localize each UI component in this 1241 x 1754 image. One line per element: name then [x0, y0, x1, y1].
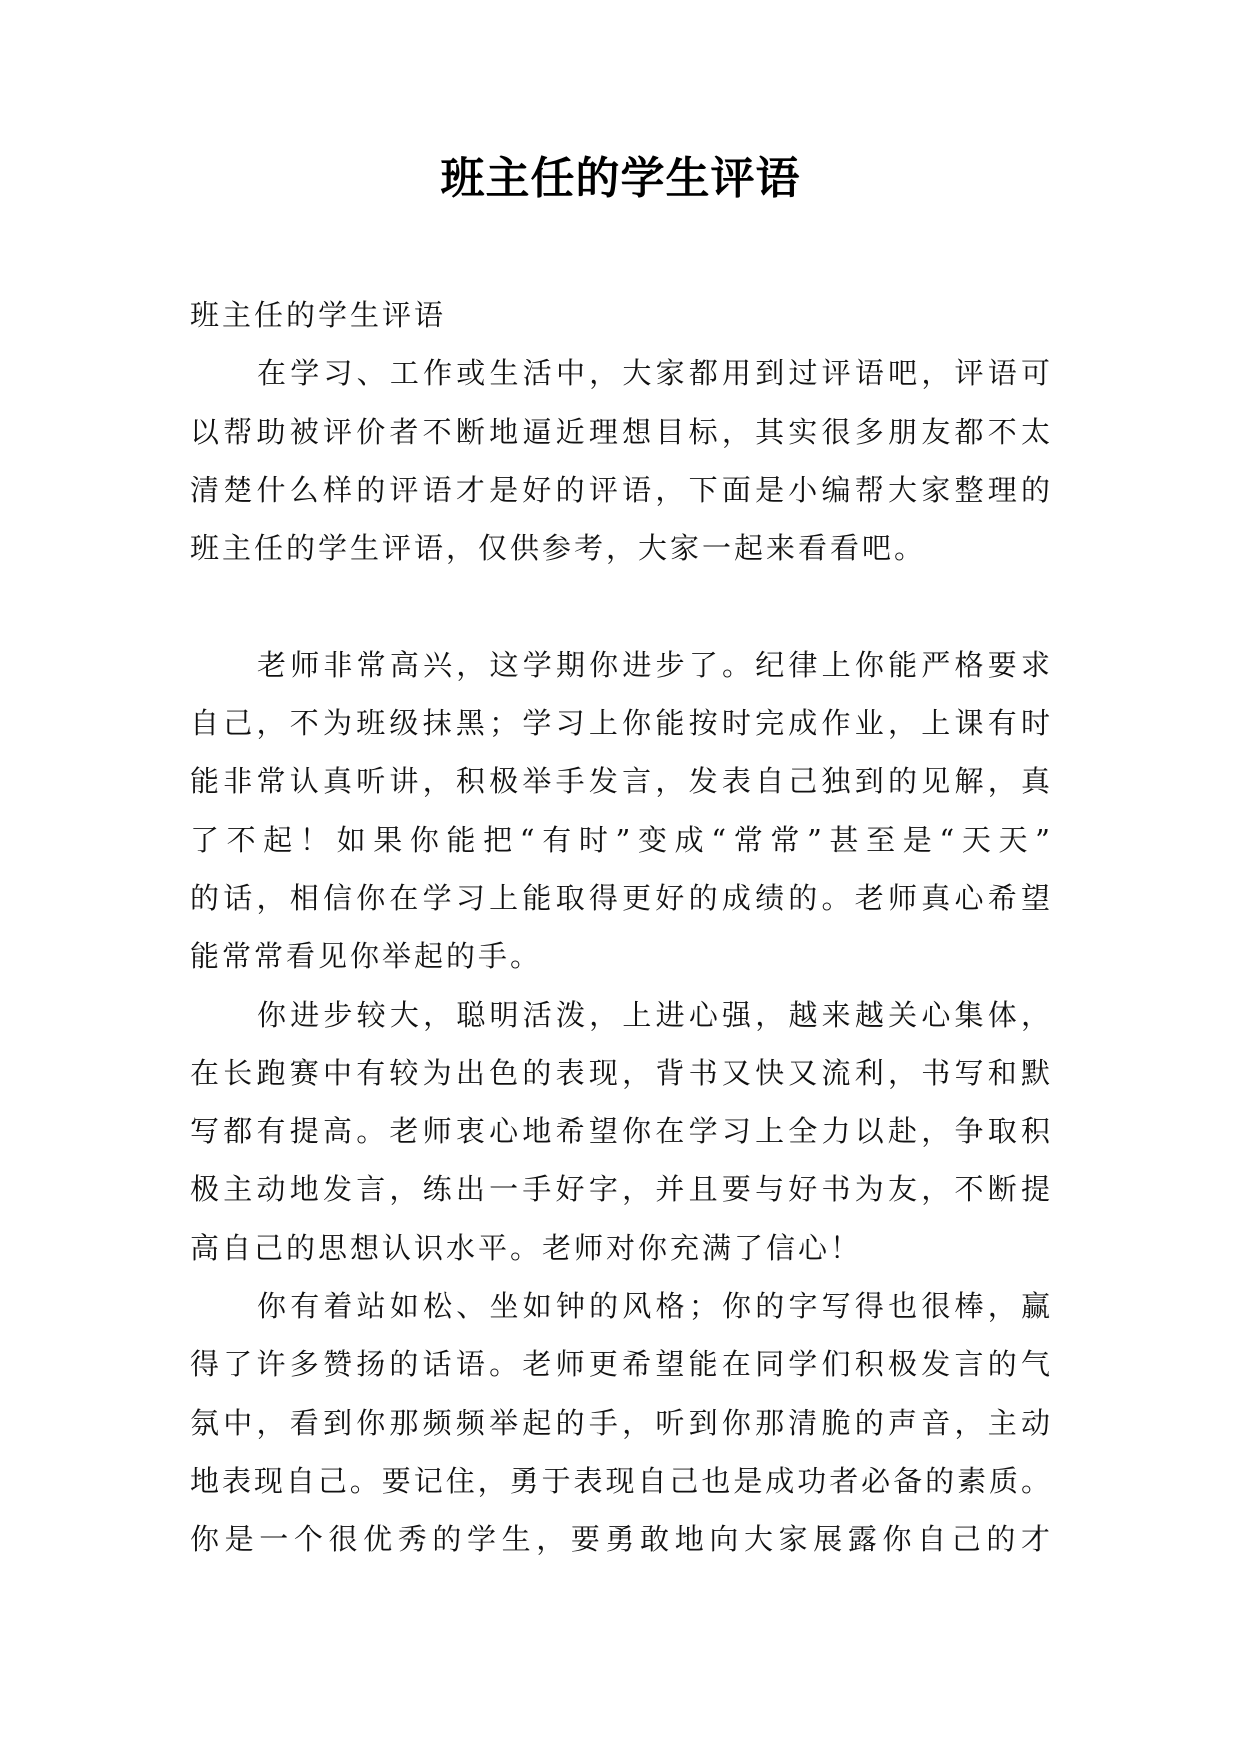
text-line: 氛中，看到你那频频举起的手，听到你那清脆的声音，主动 [190, 1405, 1051, 1440]
text-line: 地表现自己。要记住，勇于表现自己也是成功者必备的素质。 [190, 1463, 1051, 1498]
text-line: 班主任的学生评语，仅供参考，大家一起来看看吧。 [190, 531, 927, 566]
text-line: 在长跑赛中有较为出色的表现，背书又快又流利，书写和默 [190, 1055, 1051, 1090]
text-line: 写都有提高。老师衷心地希望你在学习上全力以赴，争取积 [190, 1114, 1051, 1149]
text-line: 的话，相信你在学习上能取得更好的成绩的。老师真心希望 [190, 880, 1051, 915]
paragraph [190, 986, 1051, 1277]
text-line: 得了许多赞扬的话语。老师更希望能在同学们积极发言的气 [190, 1347, 1051, 1382]
paragraph [190, 1277, 1051, 1568]
text-line: 极主动地发言，练出一手好字，并且要与好书为友，不断提 [190, 1172, 1051, 1207]
paragraph [190, 344, 1051, 577]
paragraph [190, 636, 1051, 986]
text-line: 能常常看见你举起的手。 [190, 939, 543, 974]
text-line: 了不起！如果你能把“有时”变成“常常”甚至是“天天” [190, 822, 1051, 857]
document-body [190, 286, 1051, 1569]
blank-line [190, 577, 1051, 635]
text-line: 你进步较大，聪明活泼，上进心强，越来越关心集体， [257, 997, 1051, 1032]
text-line: 老师非常高兴，这学期你进步了。纪律上你能严格要求 [257, 647, 1051, 682]
text-line: 你是一个很优秀的学生，要勇敢地向大家展露你自己的才 [190, 1522, 1051, 1557]
text-line: 高自己的思想认识水平。老师对你充满了信心！ [190, 1230, 863, 1265]
page-title: 班主任的学生评语 [440, 153, 801, 204]
text-line: 能非常认真听讲，积极举手发言，发表自己独到的见解，真 [190, 764, 1051, 799]
text-line: 自己，不为班级抹黑；学习上你能按时完成作业，上课有时 [190, 706, 1051, 741]
text-line: 以帮助被评价者不断地逼近理想目标，其实很多朋友都不太 [190, 414, 1051, 449]
section-heading: 班主任的学生评语 [190, 298, 447, 332]
text-line: 清楚什么样的评语才是好的评语，下面是小编帮大家整理的 [190, 472, 1051, 507]
text-line: 你有着站如松、坐如钟的风格；你的字写得也很棒，赢 [257, 1289, 1051, 1324]
text-line: 在学习、工作或生活中，大家都用到过评语吧，评语可 [257, 356, 1051, 391]
